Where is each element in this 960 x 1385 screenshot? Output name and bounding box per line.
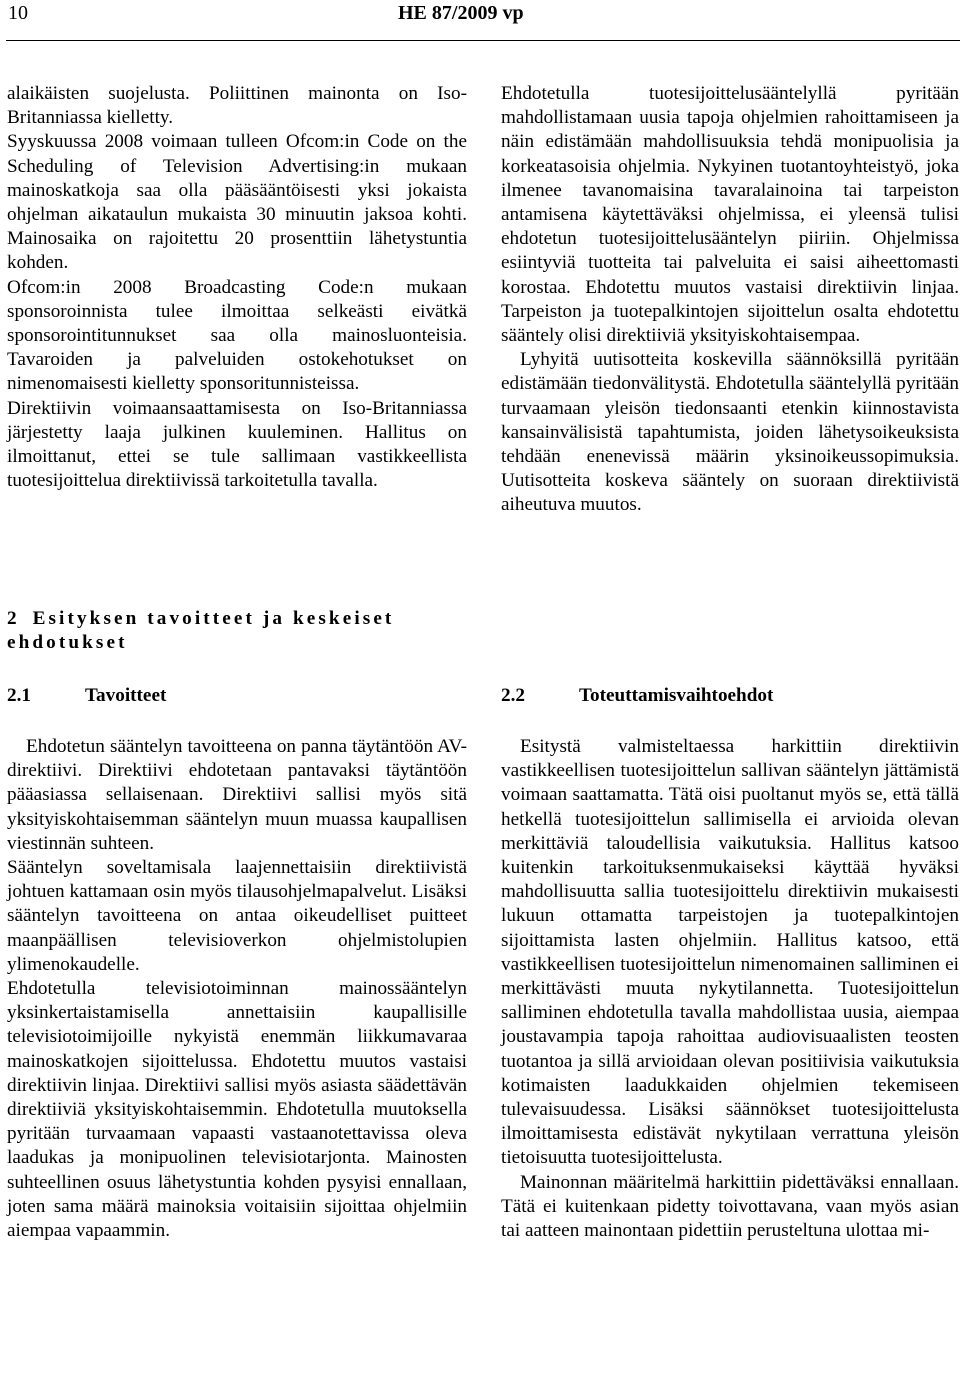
lower-left-column [7, 735, 467, 1243]
subsection-heading-right [501, 684, 773, 708]
paragraph: Lyhyitä uutisotteita koskevilla säännöksillä pyritään edistämään tiedonvälitystä. Ehdotetulla sääntelyllä pyritään turvaamaan yleisön tiedonsaanti etenkin kiinnostavista kansainvälisistä tapahtumista, joiden lähetysoikeuksista tehdään enenevissä määrin yksinoikeussopimuksia. Uutisotteita koskeva sääntely on suoraan direktiivistä aiheutuva muutos. [501, 349, 959, 516]
paragraph: Sääntelyn soveltamisala laajennettaisiin direktiivistä johtuen kattamaan osin myös tilausohjelmapalvelut. Lisäksi sääntelyn tavoitteena on antaa oikeudelliset puitteet maanpäällisen televisioverkon ohjelmistolupien ylimenokaudelle. [7, 857, 467, 975]
section-heading [7, 607, 467, 655]
section-title: Esityksen tavoitteet ja keskeiset ehdotukset [7, 608, 395, 654]
page-header [0, 0, 960, 40]
paragraph: Ehdotetun sääntelyn tavoitteena on panna täytäntöön AV-direktiivi. Direktiivi ehdotetaan pantavaksi täytäntöön pääasiassa sellaisenaan. Direktiivi sallisi myös sitä yksityiskohtaisemman sääntelyn muun muassa kaupallisen viestinnän suhteen. [7, 736, 467, 854]
paragraph: Mainonnan määritelmä harkittiin pidettäväksi ennallaan. Tätä ei kuitenkaan pidetty toivottavana, vaan myös asian tai aatteen mainontaan pidettiin perusteltuna ulottaa mi- [501, 1171, 959, 1242]
paragraph: Direktiivin voimaansaattamisesta on Iso-Britanniassa järjestetty laaja julkinen kuuleminen. Hallitus on ilmoittanut, ettei se tule sallimaan vastikkeellista tuotesijoittelua direktiivissä tarkoitetulla tavalla. [7, 397, 467, 492]
subsection-title: Tavoitteet [85, 685, 167, 706]
lower-right-column [501, 735, 959, 1243]
paragraph: Ofcom:in 2008 Broadcasting Code:n mukaan sponsoroinnista tulee ilmoittaa selkeästi eivätkä sponsorointitunnukset saa olla mainosluonteisia. Tavaroiden ja palveluiden ostokehotukset on nimenomaisesti kielletty sponsoritunnisteissa. [7, 276, 467, 395]
upper-right-column [501, 82, 959, 518]
upper-left-column [7, 82, 467, 493]
header-rule [6, 40, 960, 41]
paragraph: Ehdotetulla tuotesijoittelusääntelyllä pyritään mahdollistamaan uusia tapoja ohjelmien rahoittamiseen ja näin edistämään mahdollisuuksia tehdä monipuolisia ja korkeatasoisia ohjelmia. Nykyinen tuotantoyhteistyö, joka ilmenee tavanomaisina tavaralainoina tai tarpeiston antamisena käytettäväksi ohjelmissa, ei yleensä tulisi ehdotetun tuotesijoittelusääntelyn piiriin. Ohjelmissa esiintyviä tuotteita tai palveluita ei saisi aiheettomasti korostaa. Ehdotettu muutos vastaisi direktiivin linjaa. Tarpeiston ja tuotepalkintojen sijoittelun osalta ehdotettu sääntely olisi direktiiviä yksityiskohtaisempaa. [501, 83, 959, 347]
page-number: 10 [8, 2, 28, 24]
subsection-heading-left [7, 684, 166, 708]
section-number: 2 [7, 608, 17, 629]
paragraph: Esitystä valmisteltaessa harkittiin direktiivin vastikkeellisen tuotesijoittelun sallivan sääntelyn jättämistä voimaan saattamatta. Tätä oisi puoltanut myös se, että tällä hetkellä tuotesijoittelun sallimisella ei arvioida olevan merkittäviä taloudellisia vaikutuksia. Hallitus katsoo kuitenkin tarkoituksenmukaiseksi käyttää hyväksi mahdollisuutta sallia tuotesijoittelu direktiivin mukaisesti lukuun ottamatta tarpeistojen ja tuotepalkintojen sijoittamista lasten ohjelmiin. Hallitus katsoo, että vastikkeellisen tuotesijoittelun nimenomainen salliminen ei merkittävästi muuta nykytilannetta. Tuotesijoittelun salliminen ehdotetulla tavalla mahdollistaa uusia, aiempaa joustavampia tapoja rahoittaa audiovisuaalisten teosten tuotantoa ja sillä arvioidaan olevan positiivisia vaikutuksia kotimaisten laadukkaiden ohjelmien tekemiseen tulevaisuudessa. Lisäksi säännökset tuotesijoittelusta ilmoittamisesta edistävät nykytilaan verrattuna yleisön tietoisuutta tuotesijoittelusta. [501, 736, 959, 1169]
subsection-title: Toteuttamisvaihtoehdot [579, 685, 774, 706]
paragraph: Syyskuussa 2008 voimaan tulleen Ofcom:in Code on the Scheduling of Television Advertising:in mukaan mainoskatkoja saa olla pääsääntöisesti yksi jokaista ohjelman aikataulun mukaista 30 minuutin jaksoa kohti. Mainosaika on rajoitettu 20 prosenttiin lähetystuntia kohden. [7, 131, 467, 274]
document-id: HE 87/2009 vp [398, 2, 524, 24]
subsection-number: 2.2 [501, 685, 525, 706]
paragraph: Ehdotetulla televisiotoiminnan mainossääntelyn yksinkertaistamisella annettaisiin kaupallisille televisiotoimijoille nykyistä enemmän liikkumavaraa mainoskatkojen sijoittelussa. Ehdotettu muutos vastaisi direktiivin linjaa. Direktiivi sallisi myös asiasta säädettävän direktiiviä yksityiskohtaisemmin. Ehdotetulla muutoksella pyritään turvaamaan vapaasti vastaanotettavissa oleva laadukas ja monipuolinen televisiotarjonta. Mainosten suhteellinen osuus lähetystuntia kohden pysyisi ennallaan, joten sama määrä mainoksia voitaisiin sijoittaa ohjelmiin aiempaa vapaammin. [7, 978, 467, 1242]
paragraph: alaikäisten suojelusta. Poliittinen mainonta on Iso-Britanniassa kielletty. [7, 83, 467, 129]
subsection-number: 2.1 [7, 685, 31, 706]
